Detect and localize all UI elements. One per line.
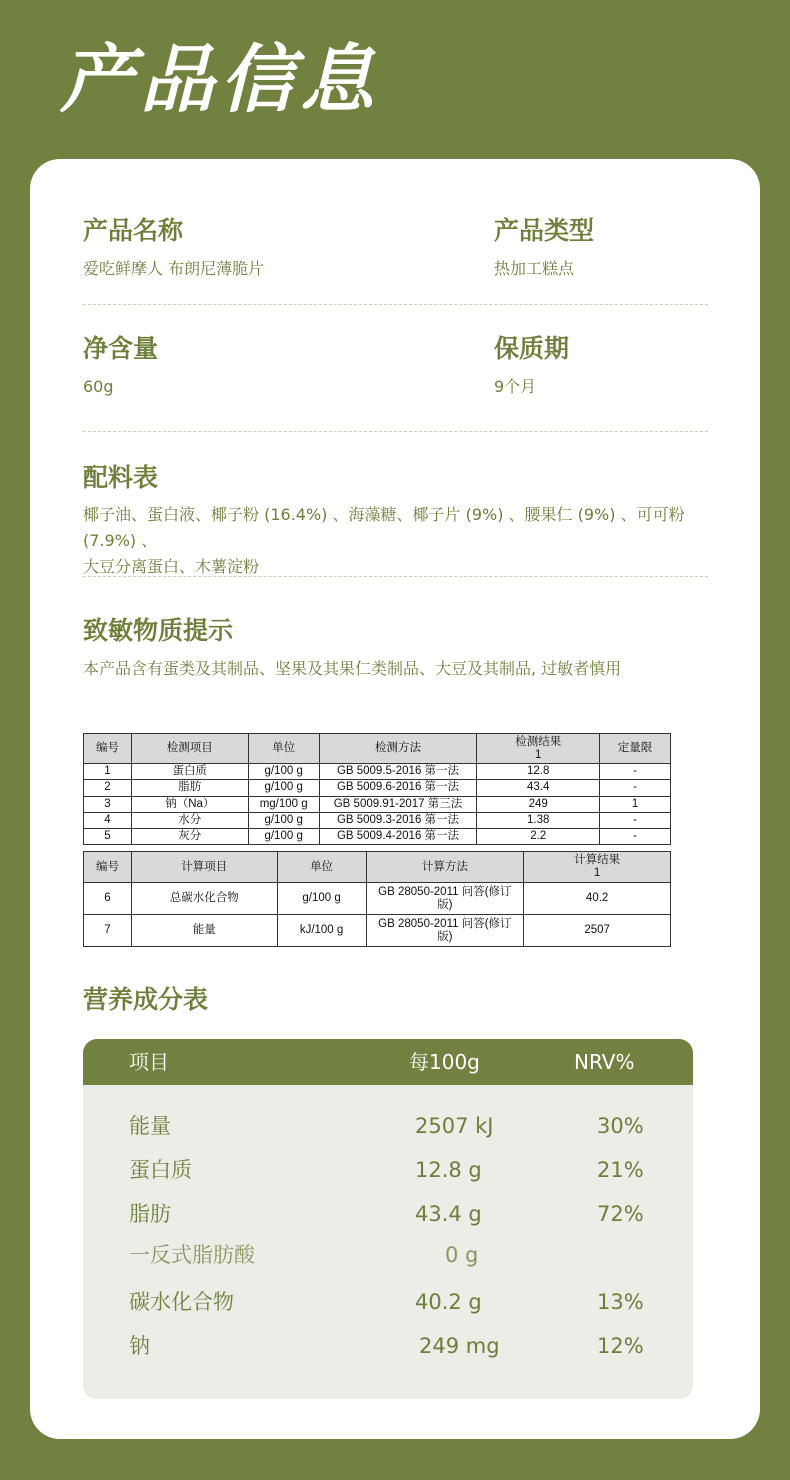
nutrition-amount: 2507 kJ (415, 1114, 494, 1138)
nutrition-item: 钠 (129, 1334, 150, 1358)
table-cell-line: 版) (437, 930, 453, 943)
divider (83, 304, 708, 305)
table-cell: g/100 g (277, 883, 366, 915)
ingredients-line: 大豆分离蛋白、木薯淀粉 (83, 557, 260, 576)
allergen-value: 本产品含有蛋类及其制品、坚果及其果仁类制品、大豆及其制品, 过敏者慎用 (83, 659, 622, 678)
nutrition-amount: 0 g (445, 1243, 479, 1267)
nutrition-nrv: 21% (597, 1158, 644, 1182)
table-row (84, 883, 671, 915)
table-header: 单位 (248, 734, 319, 764)
net-content-field (83, 332, 158, 398)
table-cell: 12.8 (477, 764, 600, 780)
nutrition-row (83, 1240, 693, 1270)
table-header-line: 检测结果 (515, 735, 562, 748)
table-cell-line: GB 28050-2011 问答(修订 (378, 885, 512, 898)
table-cell: 2507 (524, 915, 671, 947)
table-cell: kJ/100 g (277, 915, 366, 947)
ingredients-label: 配料表 (83, 463, 159, 492)
table-header: 定量限 (600, 734, 671, 764)
nutrition-row (83, 1287, 693, 1317)
table-cell: - (600, 764, 671, 780)
table-cell: mg/100 g (248, 796, 319, 812)
table-cell: 43.4 (477, 780, 600, 796)
nutrition-header-item: 项目 (129, 1050, 169, 1074)
table-row (84, 829, 671, 845)
product-name-label: 产品名称 (83, 216, 184, 245)
nutrition-amount: 249 mg (419, 1334, 500, 1358)
table-row (84, 780, 671, 796)
net-content-value: 60g (83, 377, 114, 396)
nutrition-item: 蛋白质 (129, 1158, 192, 1182)
table-cell: 2.2 (477, 829, 600, 845)
nutrition-header-per100g: 每100g (409, 1050, 480, 1074)
table-cell: 3 (84, 796, 132, 812)
table-cell: 灰分 (131, 829, 248, 845)
nutrition-amount: 40.2 g (415, 1290, 482, 1314)
nutrition-nrv: 12% (597, 1334, 644, 1358)
table-cell: 1 (84, 764, 132, 780)
table-header: 检测方法 (319, 734, 477, 764)
allergen-label: 致敏物质提示 (83, 616, 234, 645)
nutrition-item: 一反式脂肪酸 (129, 1243, 255, 1267)
table-cell: 7 (84, 915, 132, 947)
nutrition-nrv: 13% (597, 1290, 644, 1314)
table-header: 计算项目 (131, 852, 277, 883)
shelf-life-value: 9个月 (494, 377, 537, 396)
table-header: 编号 (84, 852, 132, 883)
table-cell: - (600, 780, 671, 796)
nutrition-title: 营养成分表 (83, 985, 209, 1014)
test-results-table (83, 733, 671, 845)
table-cell: 1 (600, 796, 671, 812)
nutrition-header-nrv: NRV% (574, 1050, 635, 1074)
nutrition-header (83, 1039, 693, 1085)
table-cell: GB 5009.91-2017 第三法 (319, 796, 477, 812)
product-name-field (83, 214, 264, 280)
table-cell: 4 (84, 812, 132, 828)
divider (83, 576, 708, 577)
table-header-row (84, 734, 671, 764)
table-header-row (84, 852, 671, 883)
table-cell: 脂肪 (131, 780, 248, 796)
table-cell: GB 5009.5-2016 第一法 (319, 764, 477, 780)
product-info-card (30, 159, 760, 1439)
table-cell: g/100 g (248, 764, 319, 780)
shelf-life-label: 保质期 (494, 334, 570, 363)
table-header: 编号 (84, 734, 132, 764)
table-cell: 6 (84, 883, 132, 915)
table-header: 检测项目 (131, 734, 248, 764)
ingredients-line: 椰子油、蛋白液、椰子粉 (16.4%) 、海藻糖、椰子片 (9%) 、腰果仁 (9%) 、可可粉 (7.9%) 、 (83, 505, 685, 550)
table-cell: g/100 g (248, 829, 319, 845)
table-header-line: 1 (535, 748, 542, 761)
table-cell: GB 5009.4-2016 第一法 (319, 829, 477, 845)
table-cell-line: 版) (437, 898, 453, 911)
table-cell: 能量 (131, 915, 277, 947)
table-cell: 40.2 (524, 883, 671, 915)
net-content-label: 净含量 (83, 334, 159, 363)
nutrition-item: 脂肪 (129, 1202, 171, 1226)
calculated-results-table (83, 851, 671, 947)
table-row (84, 812, 671, 828)
table-cell: 总碳水化合物 (131, 883, 277, 915)
table-cell (366, 915, 524, 947)
table-row (84, 796, 671, 812)
table-cell: g/100 g (248, 780, 319, 796)
table-header (524, 852, 671, 883)
nutrition-row (83, 1199, 693, 1229)
table-cell: - (600, 812, 671, 828)
table-cell: 2 (84, 780, 132, 796)
nutrition-amount: 43.4 g (415, 1202, 482, 1226)
page-title: 产品信息 (60, 37, 380, 123)
product-name-value: 爱吃鲜摩人 布朗尼薄脆片 (83, 259, 265, 278)
table-cell: g/100 g (248, 812, 319, 828)
table-cell: - (600, 829, 671, 845)
nutrition-nrv: 72% (597, 1202, 644, 1226)
table-row (84, 915, 671, 947)
nutrition-row (83, 1155, 693, 1185)
nutrition-row (83, 1111, 693, 1141)
table-cell: 5 (84, 829, 132, 845)
nutrition-item: 碳水化合物 (129, 1290, 234, 1314)
nutrition-row (83, 1331, 693, 1361)
nutrition-table (83, 1039, 693, 1399)
table-cell-line: GB 28050-2011 问答(修订 (378, 917, 512, 930)
table-row (84, 764, 671, 780)
product-type-label: 产品类型 (494, 216, 595, 245)
table-cell: GB 5009.6-2016 第一法 (319, 780, 477, 796)
divider (83, 431, 708, 432)
table-cell: GB 5009.3-2016 第一法 (319, 812, 477, 828)
table-cell (366, 883, 524, 915)
product-type-field (494, 214, 594, 280)
table-header: 计算方法 (366, 852, 524, 883)
nutrition-item: 能量 (129, 1114, 171, 1138)
allergen-field (83, 614, 621, 680)
table-cell: 249 (477, 796, 600, 812)
table-cell: 蛋白质 (131, 764, 248, 780)
product-type-value: 热加工糕点 (494, 259, 575, 278)
table-header (477, 734, 600, 764)
nutrition-nrv: 30% (597, 1114, 644, 1138)
table-cell: 钠（Na） (131, 796, 248, 812)
table-header: 单位 (277, 852, 366, 883)
ingredients-field (83, 461, 733, 580)
ingredients-value (83, 502, 733, 580)
table-cell: 1.38 (477, 812, 600, 828)
table-cell: 水分 (131, 812, 248, 828)
table-header-line: 计算结果 (574, 854, 621, 866)
nutrition-amount: 12.8 g (415, 1158, 482, 1182)
shelf-life-field (494, 332, 569, 398)
table-header-line: 1 (593, 867, 601, 879)
